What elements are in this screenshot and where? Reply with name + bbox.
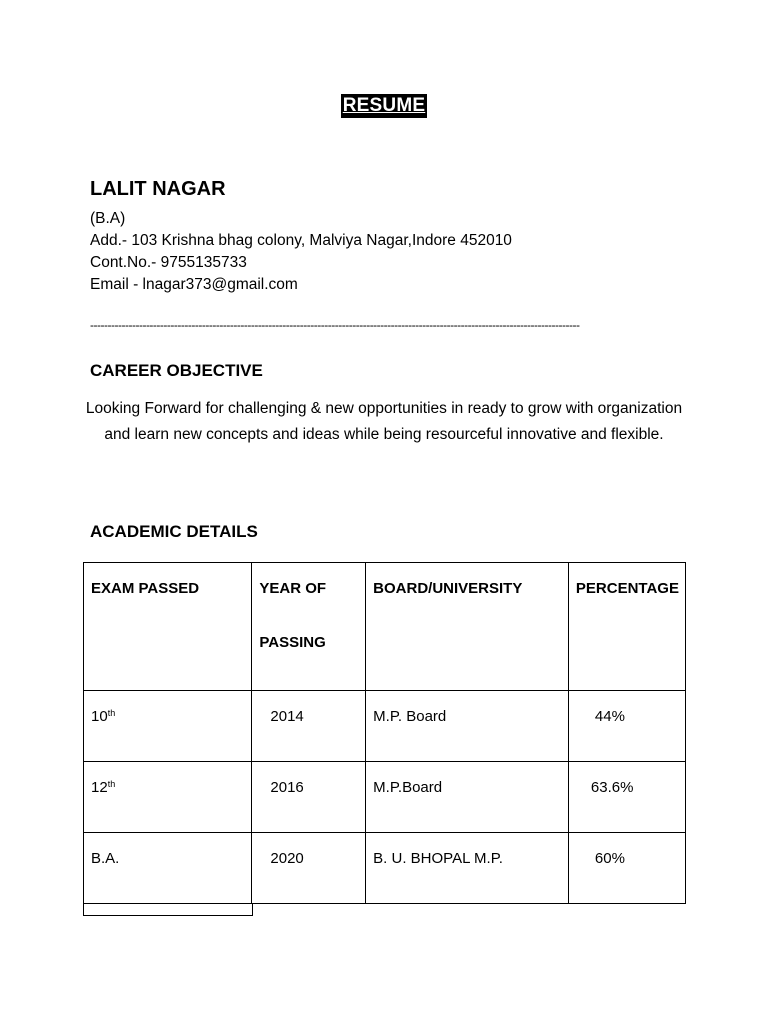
candidate-degree: (B.A) [90, 210, 126, 227]
header-percentage: PERCENTAGE [568, 563, 685, 691]
candidate-address: Add.- 103 Krishna bhag colony, Malviya Nagar,Indore 452010 [90, 232, 512, 249]
title-wrapper [0, 94, 768, 118]
cell-year: 2016 [252, 762, 366, 833]
table-row [84, 762, 686, 833]
cell-exam: 12th [84, 762, 252, 833]
cell-board: M.P. Board [366, 691, 569, 762]
candidate-contact: Cont.No.- 9755135733 [90, 254, 247, 271]
cell-board: M.P.Board [366, 762, 569, 833]
academic-table-header-row [84, 563, 686, 691]
cell-percentage: 63.6% [568, 762, 685, 833]
table-row [84, 691, 686, 762]
career-objective-heading: CAREER OBJECTIVE [90, 361, 263, 380]
table-trailing-cell [83, 903, 253, 916]
header-year-line2: PASSING [259, 634, 326, 651]
academic-details-heading: ACADEMIC DETAILS [90, 522, 258, 541]
cell-percentage: 60% [568, 833, 685, 904]
candidate-email: Email - lnagar373@gmail.com [90, 276, 298, 293]
cell-exam: B.A. [84, 833, 252, 904]
resume-title: RESUME [342, 95, 426, 116]
cell-exam: 10th [84, 691, 252, 762]
candidate-name: LALIT NAGAR [90, 178, 226, 200]
section-divider: -------------------------------------------------------------------------------------------------------------------------------------------- [90, 318, 580, 332]
cell-percentage: 44% [568, 691, 685, 762]
cell-year: 2014 [252, 691, 366, 762]
table-row [84, 833, 686, 904]
career-objective-text: Looking Forward for challenging & new opportunities in ready to grow with organization and learn new concepts and ideas while being resourceful innovative and flexible. [85, 400, 683, 443]
header-exam-passed: EXAM PASSED [84, 563, 252, 691]
header-year-line1: YEAR OF [259, 580, 327, 597]
cell-year: 2020 [252, 833, 366, 904]
header-board-university: BOARD/UNIVERSITY [366, 563, 569, 691]
header-year-of-passing [252, 563, 366, 691]
academic-table [83, 562, 686, 904]
cell-board: B. U. BHOPAL M.P. [366, 833, 569, 904]
